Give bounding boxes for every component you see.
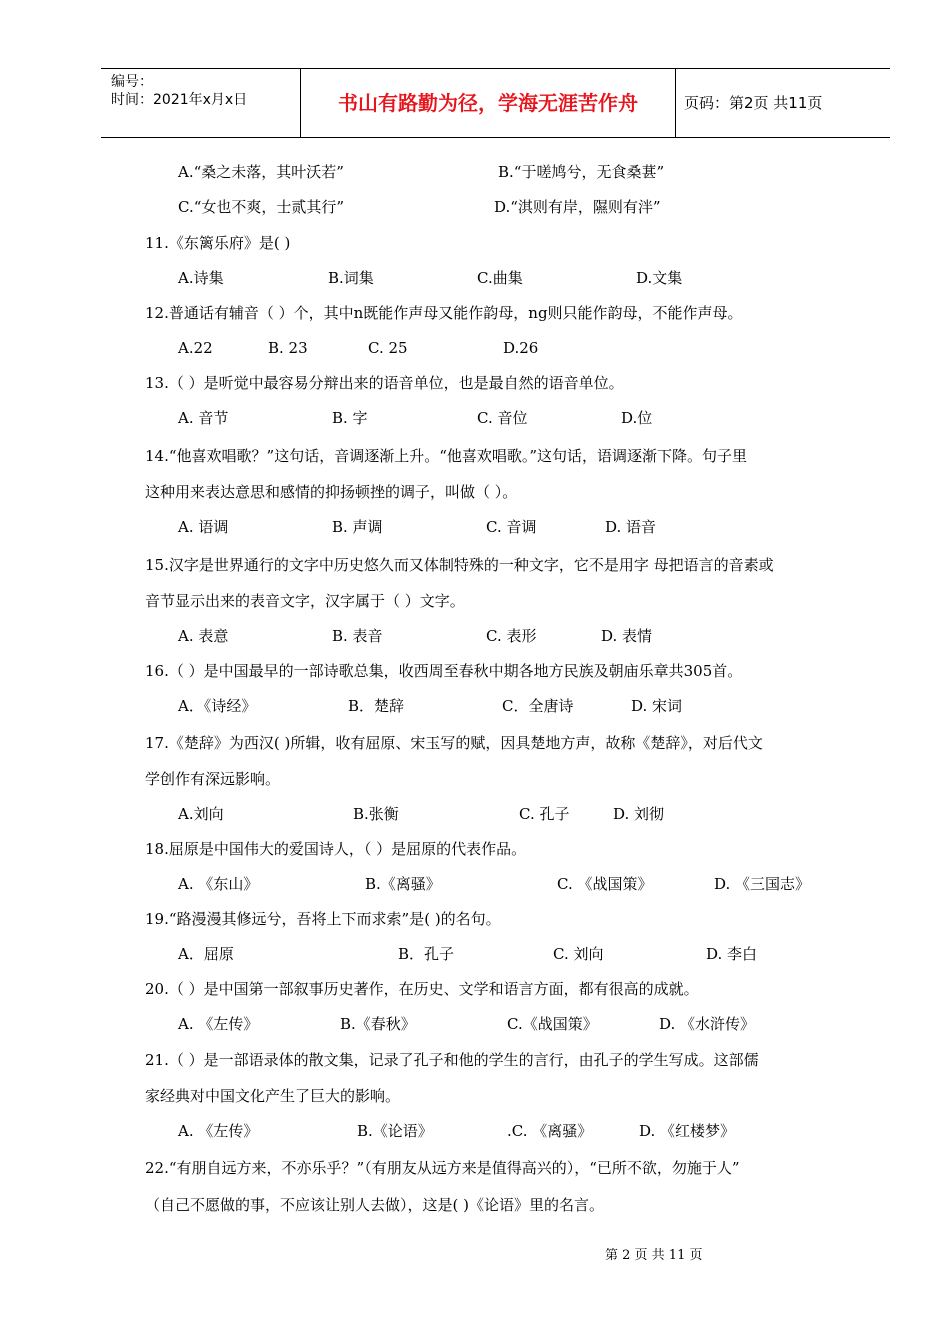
q11-option-d: D.文集 — [636, 269, 683, 287]
q19-option-c: C. 刘向 — [553, 945, 604, 963]
q13-option-c: C. 音位 — [477, 409, 528, 427]
q15-option-d: D. 表情 — [601, 627, 653, 645]
question-21-line-2: 家经典对中国文化产生了巨大的影响。 — [145, 1087, 401, 1105]
q13-option-b: B. 字 — [332, 409, 368, 427]
question-11: 11.《东篱乐府》是( ) — [145, 234, 291, 252]
q21-option-b: B.《论语》 — [357, 1122, 433, 1140]
q18-option-c: C. 《战国策》 — [557, 875, 653, 893]
q14-option-a: A. 语调 — [178, 518, 229, 536]
q16-option-d: D. 宋词 — [631, 697, 683, 715]
question-22-line-1: 22.“有朋自远方来，不亦乐乎？”（有朋友从远方来是值得高兴的），“已所不欲，勿施于人” — [145, 1159, 740, 1177]
question-12: 12.普通话有辅音（ ）个，其中n既能作声母又能作韵母，ng则只能作韵母，不能作声母。 — [145, 304, 743, 322]
question-22-line-2: （自己不愿做的事，不应该让别人去做），这是( )《论语》里的名言。 — [145, 1196, 604, 1214]
q12-option-d: D.26 — [503, 339, 539, 357]
question-19: 19.“路漫漫其修远兮，吾将上下而求索”是( )的名句。 — [145, 910, 501, 928]
q14-option-c: C. 音调 — [486, 518, 537, 536]
q13-option-a: A. 音节 — [178, 409, 229, 427]
q19-option-a: A．屈原 — [178, 945, 234, 963]
question-17-line-1: 17.《楚辞》为西汉( )所辑，收有屈原、宋玉写的赋，因具楚地方声，故称《楚辞》，对后代文 — [145, 734, 763, 752]
question-20: 20.（ ）是中国第一部叙事历史著作，在历史、文学和语言方面，都有很高的成就。 — [145, 980, 699, 998]
q14-option-d: D. 语音 — [605, 518, 657, 536]
q17-option-c: C. 孔子 — [519, 805, 570, 823]
q14-option-b: B. 声调 — [332, 518, 383, 536]
time-label: 时间：2021年x月x日 — [111, 92, 248, 108]
header-page-label: 页码：第2页 共11页 — [684, 94, 823, 112]
q20-option-d: D. 《水浒传》 — [659, 1015, 756, 1033]
question-14-line-1: 14.“他喜欢唱歌？”这句话，音调逐渐上升。“他喜欢唱歌。”这句话，语调逐渐下降。句子里 — [145, 447, 748, 465]
page-footer: 第 2 页 共 11 页 — [605, 1248, 703, 1263]
q17-option-d: D. 刘彻 — [613, 805, 665, 823]
header-meta — [101, 69, 301, 137]
option-prev-a: A.“桑之未落，其叶沃若” — [178, 163, 344, 181]
q20-option-a: A. 《左传》 — [178, 1015, 259, 1033]
question-15-line-1: 15.汉字是世界通行的文字中历史悠久而又体制特殊的一种文字，它不是用字 母把语言的音素或 — [145, 556, 774, 574]
q21-option-d: D. 《红楼梦》 — [639, 1122, 736, 1140]
q12-option-b: B. 23 — [268, 339, 308, 357]
q17-option-b: B.张衡 — [353, 805, 399, 823]
q16-option-c: C．全唐诗 — [502, 697, 574, 715]
q15-option-a: A. 表意 — [178, 627, 229, 645]
option-prev-d: D.“淇则有岸，隰则有泮” — [494, 198, 661, 216]
question-16: 16.（ ）是中国最早的一部诗歌总集，收西周至春秋中期各地方民族及朝庙乐章共305首。 — [145, 662, 743, 680]
question-21-line-1: 21.（ ）是一部语录体的散文集，记录了孔子和他的学生的言行，由孔子的学生写成。这部儒 — [145, 1051, 759, 1069]
q21-option-c: .C. 《离骚》 — [507, 1122, 593, 1140]
q18-option-d: D. 《三国志》 — [714, 875, 811, 893]
q19-option-d: D. 李白 — [706, 945, 758, 963]
header-motto: 书山有路勤为径，学海无涯苦作舟 — [301, 69, 676, 137]
question-15-line-2: 音节显示出来的表音文字，汉字属于（ ）文字。 — [145, 592, 465, 610]
q17-option-a: A.刘向 — [178, 805, 224, 823]
question-13: 13.（ ）是听觉中最容易分辩出来的语音单位，也是最自然的语音单位。 — [145, 374, 624, 392]
q20-option-b: B.《春秋》 — [340, 1015, 416, 1033]
question-14-line-2: 这种用来表达意思和感情的抑扬顿挫的调子，叫做（ ）。 — [145, 483, 518, 501]
q11-option-c: C.曲集 — [477, 269, 523, 287]
page-header — [101, 68, 890, 138]
number-label: 编号： — [111, 74, 153, 90]
q13-option-d: D.位 — [621, 409, 653, 427]
q12-option-c: C. 25 — [368, 339, 408, 357]
q18-option-b: B.《离骚》 — [365, 875, 441, 893]
question-17-line-2: 学创作有深远影响。 — [145, 770, 281, 788]
q12-option-a: A.22 — [178, 339, 213, 357]
q19-option-b: B．孔子 — [398, 945, 455, 963]
q11-option-b: B.词集 — [328, 269, 374, 287]
q15-option-b: B. 表音 — [332, 627, 383, 645]
option-prev-c: C.“女也不爽，士贰其行” — [178, 198, 345, 216]
q16-option-a: A．《诗经》 — [178, 697, 257, 715]
q11-option-a: A.诗集 — [178, 269, 224, 287]
option-prev-b: B.“于嗟鸠兮，无食桑葚” — [498, 163, 665, 181]
question-18: 18.屈原是中国伟大的爱国诗人，（ ）是屈原的代表作品。 — [145, 840, 527, 858]
q18-option-a: A. 《东山》 — [178, 875, 259, 893]
q15-option-c: C. 表形 — [486, 627, 537, 645]
q16-option-b: B．楚辞 — [348, 697, 405, 715]
q20-option-c: C.《战国策》 — [507, 1015, 598, 1033]
q21-option-a: A. 《左传》 — [178, 1122, 259, 1140]
